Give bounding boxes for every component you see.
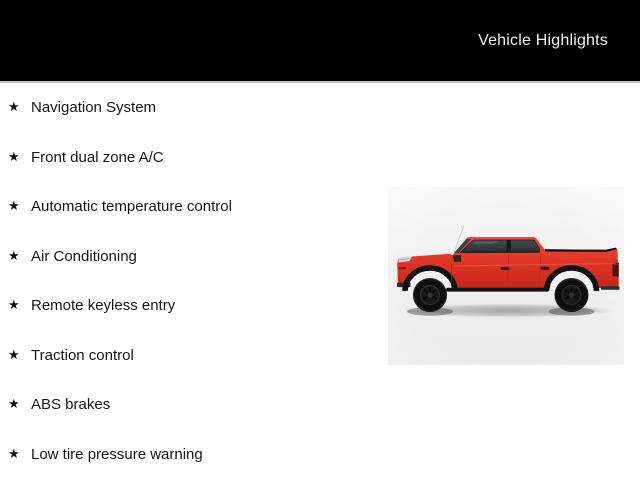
highlight-label: Front dual zone A/C [31,148,164,166]
b-pillar [507,240,512,252]
highlight-label: Remote keyless entry [31,297,176,315]
highlight-label: Navigation System [31,99,157,117]
star-icon: ★ [8,397,20,413]
highlight-label: ABS brakes [31,396,111,414]
red-pickup-truck-image [388,187,624,365]
star-icon: ★ [8,347,20,363]
star-icon: ★ [8,298,20,314]
rear-valance [601,286,620,290]
star-icon: ★ [8,248,20,264]
rear-wheel [555,278,589,312]
highlight-item [0,133,640,183]
highlight-item [0,83,640,133]
highlight-label: Low tire pressure warning [31,445,203,463]
vehicle-photo [388,187,624,365]
front-wheel [413,278,447,312]
star-icon: ★ [8,149,20,165]
highlight-label: Automatic temperature control [31,198,232,216]
highlight-label: Air Conditioning [31,247,137,265]
star-icon: ★ [8,446,20,462]
highlight-item [0,430,640,480]
rocker-panel [446,288,549,292]
rear-door-handle [541,267,550,270]
star-icon: ★ [8,100,20,116]
side-windows [461,240,540,252]
page-title: Vehicle Highlights [478,31,608,49]
highlight-item [0,380,640,430]
highlight-label: Traction control [31,346,134,364]
star-icon: ★ [8,199,20,215]
header-bar [0,0,640,83]
